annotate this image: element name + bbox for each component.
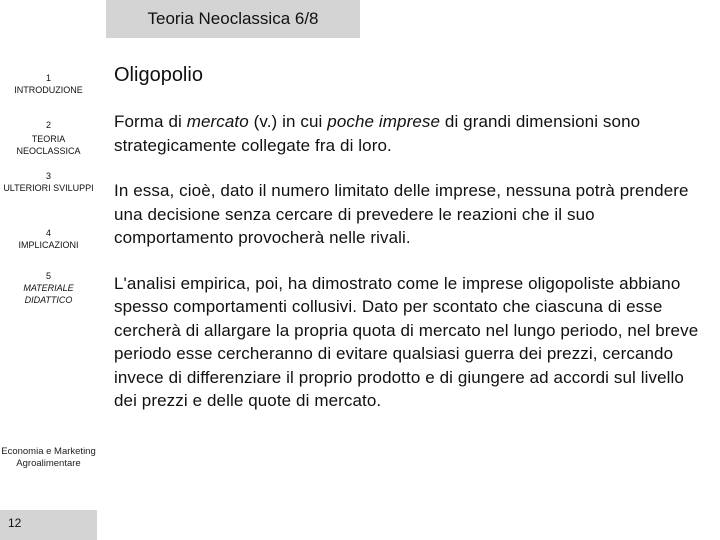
slide-title: Teoria Neoclassica 6/8 xyxy=(147,9,319,28)
definition-paragraph xyxy=(114,110,704,157)
nav-item-number: 5 xyxy=(45,271,51,281)
definition-text: (v.) in cui xyxy=(248,112,328,131)
slide-heading: Oligopolio xyxy=(114,64,203,86)
slide-content xyxy=(114,62,704,435)
explanation-paragraph: In essa, cioè, dato il numero limitato delle imprese, nessuna potrà prendere una decisione senza cercare di prevedere le reazioni che il suo comportamento provocherà nelle rivali. xyxy=(114,181,689,247)
course-name: Economia e Marketing Agroalimentare xyxy=(1,446,96,469)
nav-item-label: INTRODUZIONE xyxy=(14,85,83,95)
nav-item-label: IMPLICAZIONI xyxy=(18,240,79,250)
mercato-link[interactable]: mercato xyxy=(186,112,249,131)
nav-item-label: ULTERIORI SVILUPPI xyxy=(3,183,94,193)
nav-item-label: TEORIA NEOCLASSICA xyxy=(16,134,81,156)
nav-item-introduzione[interactable] xyxy=(0,72,97,96)
nav-item-teoria-neoclassica[interactable] xyxy=(0,119,97,157)
nav-item-ulteriori-sviluppi[interactable] xyxy=(0,170,97,194)
slide-title-bar xyxy=(106,0,360,38)
sidebar-nav xyxy=(0,0,97,540)
nav-item-implicazioni[interactable] xyxy=(0,227,97,251)
page-number: 12 xyxy=(8,516,22,530)
nav-item-number: 3 xyxy=(45,171,51,181)
analysis-paragraph: L'analisi empirica, poi, ha dimostrato come le imprese oligopoliste abbiano spesso comportamenti collusivi. Dato per scontato che ciascuna di esse cercherà di allargare la propria quota di mercato nel lungo periodo, nel breve periodo esse cercheranno di evitare qualsiasi guerra dei prezzi, cercando invece di differenziare il proprio prodotto e di giungere ad accordi sul livello dei prezzi e delle quote di mercato. xyxy=(114,273,699,410)
emphasis-text: poche imprese xyxy=(327,112,441,131)
definition-text: Forma di xyxy=(114,112,187,131)
nav-item-materiale-didattico[interactable] xyxy=(0,270,97,306)
definition-text: di grandi dimensioni sono strategicamente collegate fra di loro. xyxy=(114,112,641,155)
page-number-box xyxy=(0,510,97,540)
nav-item-number: 1 xyxy=(45,73,51,83)
nav-item-label: MATERIALE DIDATTICO xyxy=(23,283,74,305)
nav-item-number: 2 xyxy=(45,120,51,130)
nav-item-number: 4 xyxy=(45,228,51,238)
